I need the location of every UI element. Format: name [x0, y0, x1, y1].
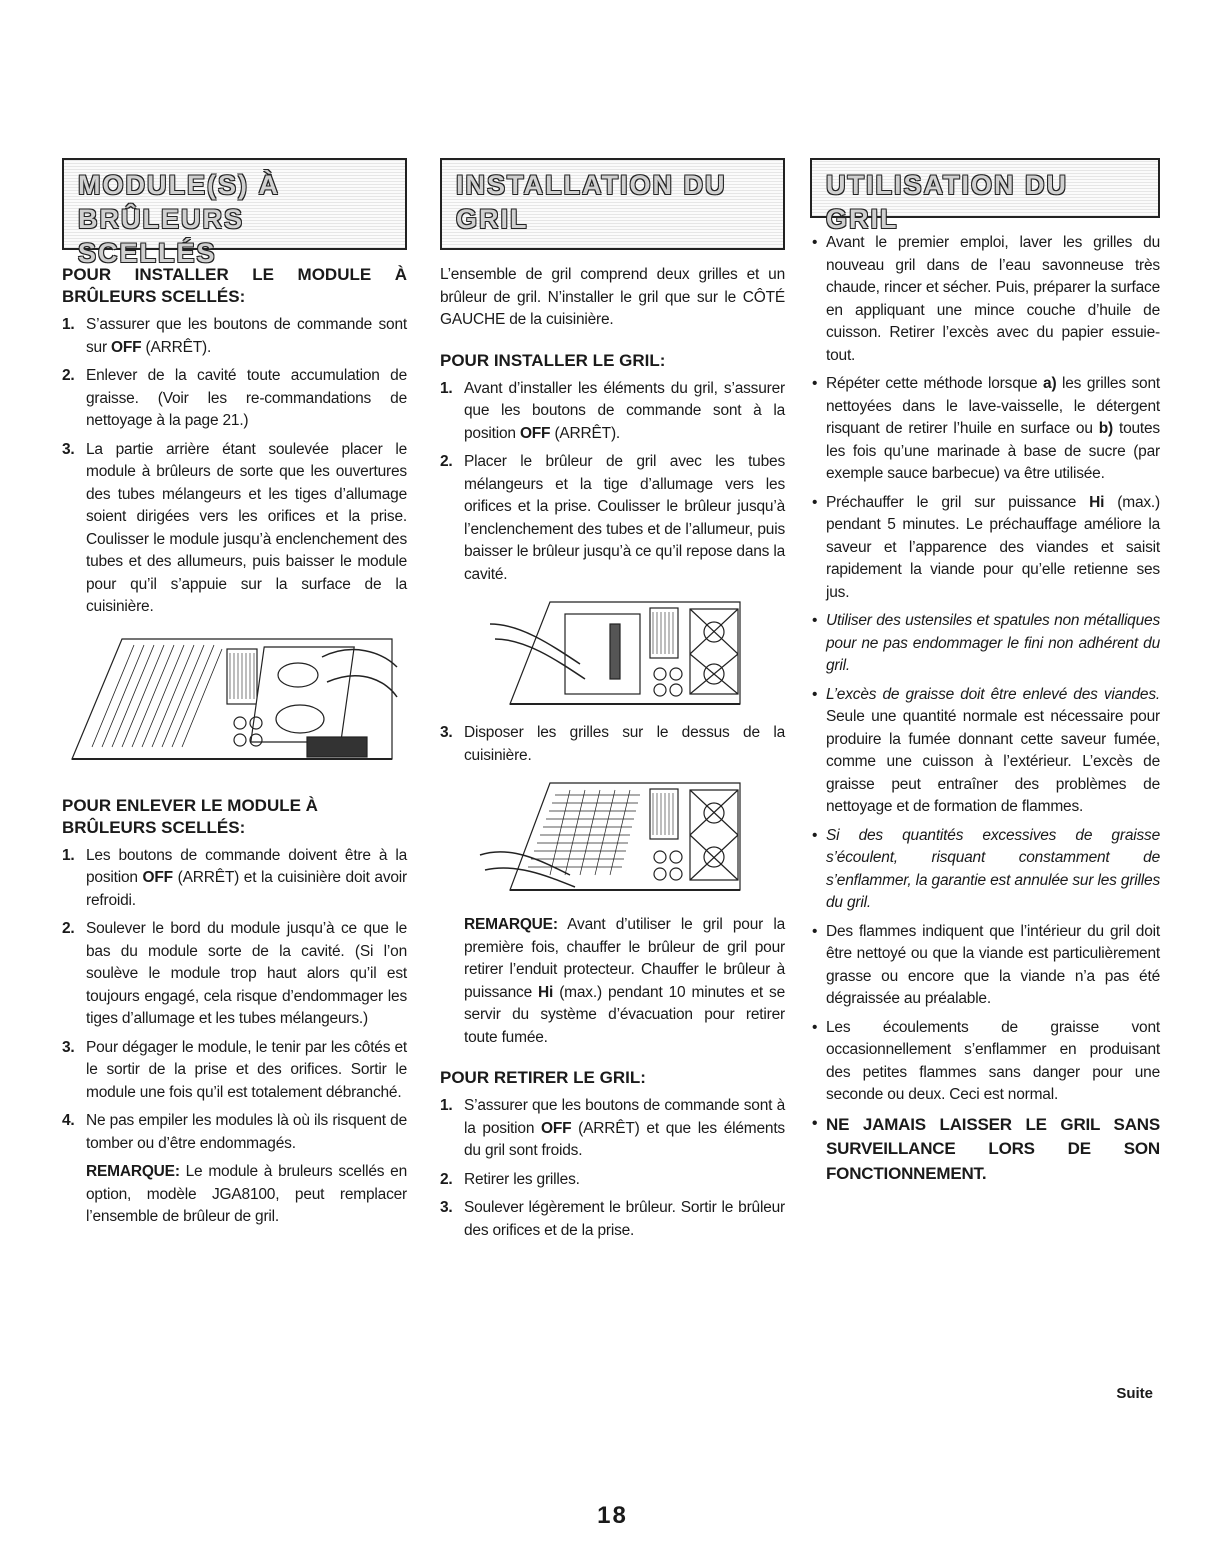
- step-bold: OFF: [142, 869, 173, 886]
- step-item: [62, 1037, 407, 1105]
- step-text: Soulever le bord du module jusqu’à ce que le bas du module sorte de la cavité. (Si l’on soulève le module trop haut alors qu’il est toujours engagé, cela risque d’endommager les tiges d’allumage et les tubes mélangeurs.): [86, 920, 407, 1027]
- bullet-dot-icon: •: [812, 1018, 818, 1036]
- bullet-item: [810, 232, 1160, 367]
- step-bold: OFF: [111, 338, 142, 356]
- step-item: [440, 451, 785, 586]
- note: [440, 914, 785, 1049]
- column-grill-install: [440, 158, 785, 1248]
- bullet-dot-icon: •: [812, 1114, 818, 1132]
- step-text: Les boutons de commande doivent être à la position: [86, 846, 407, 886]
- bullet-text: Les écoulements de graisse vont occasionnellement s’enflammer en produisant des petites flammes sans danger pour une seconde ou deux. Ceci est normal.: [826, 1018, 1160, 1103]
- step-number: 2.: [440, 453, 453, 470]
- subheading: POUR RETIRER LE GRIL:: [440, 1068, 646, 1087]
- section-title-box: [810, 158, 1160, 234]
- note-text: (max.) pendant 10 minutes et se servir du système d’évacuation pour retirer toute fumée.: [464, 983, 785, 1046]
- grill-grates-illustration: [470, 775, 810, 900]
- step-list: [62, 314, 407, 619]
- step-item: [440, 1169, 785, 1192]
- bullet-dot-icon: •: [812, 922, 818, 940]
- step-list: [440, 378, 785, 587]
- bullet-text: Utiliser des ustensiles et spatules non métalliques pour ne pas endommager le fini non adhérent du gril.: [826, 612, 1160, 674]
- bullet-list: [810, 232, 1160, 1186]
- step-number: 2.: [62, 920, 75, 937]
- section-title-line: BRÛLEURS SCELLÉS: [78, 204, 245, 268]
- bullet-item: [810, 1017, 1160, 1107]
- page-number: 18: [597, 1502, 628, 1529]
- section-title-box: [62, 158, 407, 268]
- bullet-item: [810, 610, 1160, 678]
- step-item: [62, 1110, 407, 1155]
- bullet-dot-icon: •: [812, 826, 818, 844]
- step-item: [440, 1197, 785, 1242]
- bullet-italic: L’excès de graisse doit être enlevé des viandes.: [826, 685, 1160, 703]
- bullet-item: [810, 684, 1160, 819]
- step-list: [440, 722, 785, 767]
- bullet-dot-icon: •: [812, 375, 818, 392]
- bullet-item: [810, 825, 1160, 915]
- step-number: 3.: [440, 1199, 453, 1216]
- bullet-text: Préchauffer le gril sur puissance: [826, 493, 1090, 511]
- bullet-item: [810, 492, 1160, 605]
- step-number: 2.: [62, 367, 75, 384]
- bullet-text: les grilles sont nettoyées dans le lave-vaisselle, le détergent risquant de retirer l’huile en surface ou: [826, 375, 1160, 437]
- step-number: 1.: [62, 316, 75, 333]
- step-bold: OFF: [519, 424, 551, 442]
- step-number: 4.: [62, 1112, 75, 1129]
- bullet-dot-icon: •: [812, 234, 818, 251]
- step-list: [440, 1095, 785, 1242]
- subheading: POUR ENLEVER LE MODULE À BRÛLEURS SCELLÉS:: [62, 795, 318, 837]
- step-text: La partie arrière étant soulevée placer le module à brûleurs de sorte que les ouvertures des tubes mélangeurs et les tiges d’allumage soient dirigées vers les orifices et la prise. Coulisser le module jusqu’à enclenchement des tubes et des allumeurs, puis baisser le module pour qu’il s’appuie sur la surface de la cuisinière.: [86, 440, 407, 615]
- note-label: REMARQUE:: [86, 1163, 180, 1180]
- subheading: POUR INSTALLER LE GRIL:: [440, 350, 666, 370]
- step-text: Avant d’installer les éléments du gril, s’assurer que les boutons de commande sont à la position: [464, 379, 785, 442]
- bullet-item-warning: [810, 1113, 1160, 1187]
- bullet-bold: a): [1043, 375, 1057, 392]
- bullet-dot-icon: •: [812, 493, 818, 511]
- grill-burner-illustration: [470, 594, 810, 714]
- step-item: [440, 378, 785, 446]
- column-grill-use: [810, 158, 1160, 1192]
- note-label: REMARQUE:: [464, 916, 558, 933]
- warning-text: NE JAMAIS LAISSER LE GRIL SANS SURVEILLANCE LORS DE SON FONCTIONNEMENT.: [826, 1114, 1160, 1183]
- step-text: (ARRÊT) et la cuisinière doit avoir refroidi.: [86, 869, 408, 909]
- step-item: [440, 1095, 785, 1163]
- section-title-line: MODULE(S) À: [78, 170, 280, 200]
- bullet-text: (max.) pendant 5 minutes. Le préchauffage améliore la saveur et l’apparence des viandes et saisit rapidement la viande pour qu’elle retienne ses jus.: [826, 493, 1161, 601]
- step-text: Retirer les grilles.: [464, 1170, 580, 1188]
- step-number: 3.: [62, 440, 75, 458]
- bullet-bold: b): [1098, 420, 1113, 437]
- step-bold: OFF: [541, 1119, 572, 1137]
- step-number: 1.: [440, 1097, 453, 1114]
- bullet-item: [810, 373, 1160, 486]
- section-title-line: INSTALLATION DU: [456, 170, 727, 200]
- bullet-text: Des flammes indiquent que l’intérieur du gril doit être nettoyé ou que la viande est particulièrement grasse ou encore que la viande n’a pas été dégraissée au préalable.: [826, 922, 1160, 1007]
- section-title-box: [440, 158, 785, 250]
- step-number: 1.: [440, 379, 453, 397]
- step-text: Pour dégager le module, le tenir par les côtés et le sortir de la prise et des orifices. Sortir le module une fois qu’il est totalement débranché.: [86, 1038, 407, 1101]
- step-text: (ARRÊT).: [550, 424, 621, 442]
- step-text: Enlever de la cavité toute accumulation de graisse. (Voir les re-commandations de nettoyage à la page 21.): [86, 367, 407, 429]
- step-text: (ARRÊT) et que les éléments du gril sont froids.: [464, 1119, 785, 1159]
- step-text: Placer le brûleur de gril avec les tubes mélangeurs et la tige d’allumage vers les orifices et la prise. Coulisser le brûleur jusqu’à l’enclenchement des tubes et de l’allumeur, puis baisser le brûleur jusqu’à ce qu’il repose dans la cavité.: [464, 453, 785, 583]
- intro-paragraph: L’ensemble de gril comprend deux grilles et un brûleur de gril. N’installer le gril que sur le CÔTÉ GAUCHE de la cuisinière.: [440, 266, 785, 328]
- note-text: Avant d’utiliser le gril pour la première fois, chauffer le brûleur de gril pour retirer l’enduit protecteur. Chauffer le brûleur à puissance: [464, 916, 785, 1001]
- step-number: 3.: [62, 1038, 75, 1056]
- section-title-line: GRIL: [456, 204, 529, 234]
- bullet-text: Répéter cette méthode lorsque: [826, 375, 1044, 392]
- subheading: POUR INSTALLER LE MODULE À BRÛLEURS SCELLÉS:: [62, 265, 407, 306]
- step-text: Disposer les grilles sur le dessus de la cuisinière.: [464, 724, 785, 764]
- step-item: [440, 722, 785, 767]
- note-text: Le module à bruleurs scellés en option, modèle JGA8100, peut remplacer l’ensemble de brûleur de gril.: [86, 1163, 407, 1225]
- step-item: [62, 918, 407, 1031]
- note: [62, 1161, 407, 1229]
- bullet-text: toutes les fois qu’une marinade à base de sucre (par exemple sauce barbecue) va être utilisée.: [826, 420, 1160, 482]
- bullet-text: Si des quantités excessives de graisse s’écoulent, risquant constamment de s’enflammer, la garantie est annulée sur les grilles du gril.: [826, 826, 1160, 911]
- step-text: S’assurer que les boutons de commande sont sur: [86, 316, 407, 356]
- bullet-text: Avant le premier emploi, laver les grilles du nouveau gril dans de l’eau savonneuse très chaude, rincer et sécher. Puis, préparer la surface en appliquant une mince couche d’huile de cuisson. Retirer l’excès avec du papier essuie-tout.: [826, 234, 1160, 364]
- step-text: (ARRÊT).: [141, 338, 212, 356]
- step-text: Soulever légèrement le brûleur. Sortir le brûleur des orifices et de la prise.: [464, 1199, 785, 1239]
- step-item: [62, 365, 407, 433]
- step-list: [62, 845, 407, 1156]
- step-item: [62, 314, 407, 359]
- step-item: [62, 439, 407, 619]
- bullet-text: Seule une quantité normale est nécessaire pour produire la fumée donnant cette saveur fumée, comme une cuisson à l’extérieur. L’excès de graisse peut entraîner des problèmes de nettoyage et de formation de flammes.: [826, 708, 1160, 815]
- step-text: Ne pas empiler les modules là où ils risquent de tomber ou d’être endommagés.: [86, 1112, 407, 1152]
- section-title-line: UTILISATION DU GRIL: [826, 170, 1068, 234]
- bullet-item: [810, 921, 1160, 1011]
- step-item: [62, 845, 407, 913]
- step-number: 1.: [62, 846, 75, 864]
- step-number: 3.: [440, 724, 453, 741]
- continued-label: Suite: [1116, 1385, 1153, 1402]
- step-text: S’assurer que les boutons de commande sont à la position: [464, 1097, 785, 1137]
- module-install-illustration: [62, 627, 402, 777]
- bullet-dot-icon: •: [812, 612, 818, 629]
- column-module: [62, 158, 407, 1235]
- step-number: 2.: [440, 1170, 453, 1188]
- note-bold: Hi: [538, 983, 554, 1001]
- bullet-bold: Hi: [1089, 493, 1105, 511]
- bullet-dot-icon: •: [812, 685, 818, 703]
